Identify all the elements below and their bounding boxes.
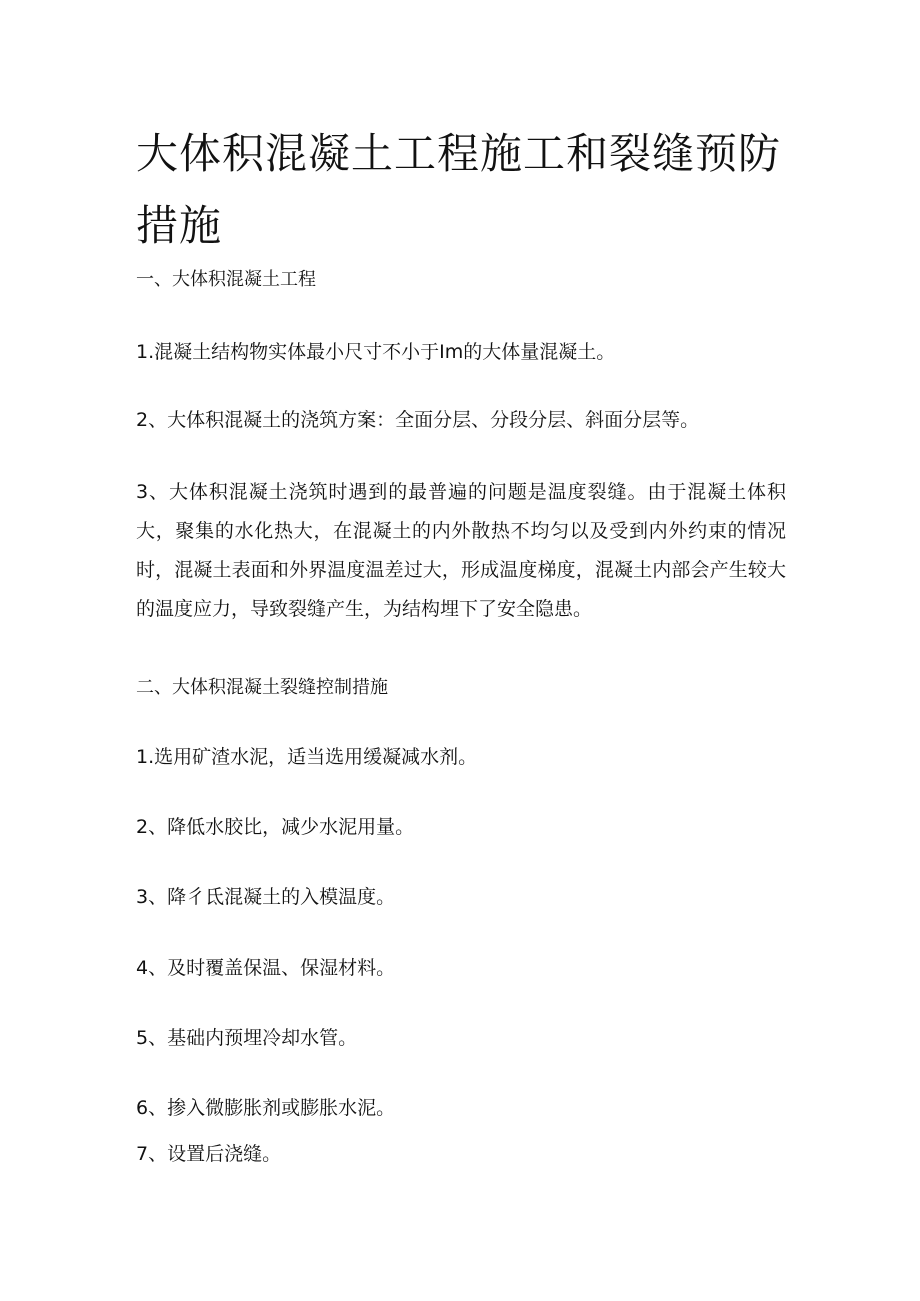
section-2-item-3: 3、降彳氐混凝土的入模温度。 — [136, 886, 396, 908]
section-2-item-5: 5、基础内预埋冷却水管。 — [136, 1027, 358, 1049]
section-2-item-6: 6、掺入微膨胀剂或膨胀水泥。 — [136, 1097, 396, 1119]
section-1-item-3: 3、大体积混凝土浇筑时遇到的最普遍的问题是温度裂缝。由于混凝土体积大，聚集的水化热大，在混凝土的内外散热不均匀以及受到内外约束的情况时，混凝土表面和外界温度温差过大，形成温度梯度，混凝土内部会产生较大的温度应力，导致裂缝产生，为结构埋下了安全隐患。 — [136, 481, 786, 620]
section-2-item-7: 7、设置后浇缝。 — [136, 1143, 282, 1165]
section-2-item-2: 2、降低水胶比，减少水泥用量。 — [136, 816, 415, 838]
section-1-item-2: 2、大体积混凝土的浇筑方案：全面分层、分段分层、斜面分层等。 — [136, 409, 700, 431]
section-2-item-4: 4、及时覆盖保温、保湿材料。 — [136, 957, 396, 979]
document-title: 大体积混凝土工程施工和裂缝预防措施 — [136, 129, 782, 250]
section-1-item-1: 1.混凝土结构物实体最小尺寸不小于Im的大体量混凝土。 — [136, 341, 616, 363]
section-1-heading: 一、大体积混凝土工程 — [136, 269, 316, 290]
section-2-item-1: 1.选用矿渣水泥，适当选用缓凝减水剂。 — [136, 746, 478, 768]
section-2-heading: 二、大体积混凝土裂缝控制措施 — [136, 677, 388, 698]
